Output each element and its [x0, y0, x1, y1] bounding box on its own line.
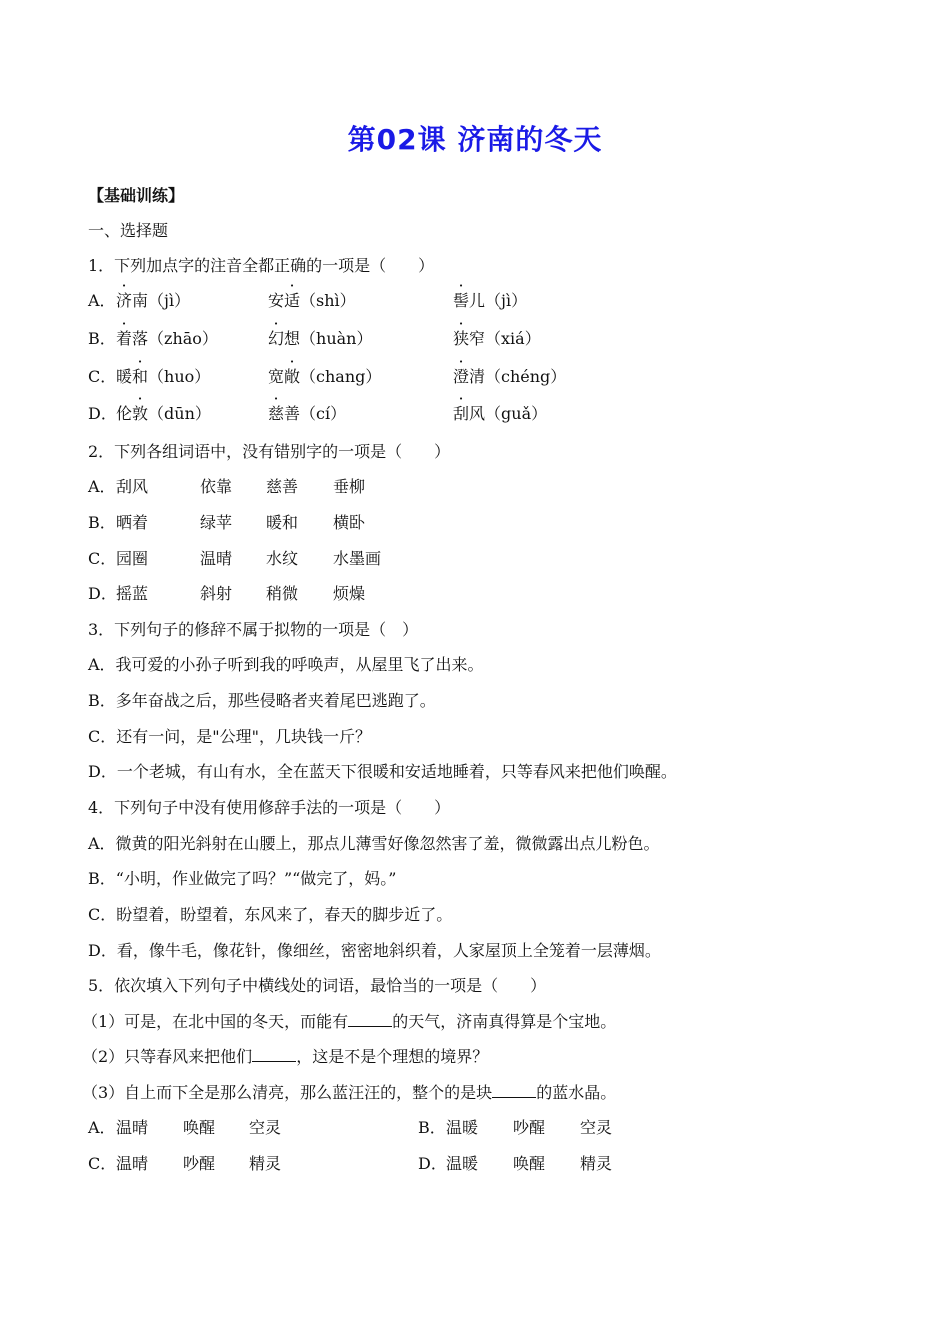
item-suffix: 儿（jì） — [469, 291, 528, 310]
option-word: 温晴 — [116, 1118, 149, 1137]
pinyin-item — [453, 291, 527, 311]
dotted-char: 敦 — [132, 404, 149, 423]
sentence-1-start: （1）可是，在北中国的冬天，而能有 — [82, 1012, 349, 1031]
sentence-2-start: （2）只等春风来把他们 — [82, 1047, 253, 1066]
option-word: 水纹 — [266, 549, 299, 568]
item-suffix: （huo） — [148, 367, 211, 386]
dotted-char: 刮 — [453, 404, 470, 423]
option-word: 园圈 — [116, 549, 149, 568]
option-label: A． — [88, 477, 116, 496]
option-label: D． — [88, 404, 117, 423]
item-suffix: （shì） — [300, 291, 356, 310]
fill-blank — [492, 1083, 536, 1098]
question-4-stem: 4．下列句子中没有使用修辞手法的一项是（ ） — [88, 798, 451, 817]
option-word: 吵醒 — [183, 1154, 216, 1173]
sentence-2-end: ，这是不是个理想的境界？ — [296, 1047, 489, 1066]
option-label: A． — [88, 1118, 116, 1137]
dotted-char: 髻 — [453, 291, 470, 310]
item-prefix: 伦 — [116, 404, 133, 423]
question-5-sentence-2 — [82, 1047, 488, 1067]
question-3-option-d: D．一个老城，有山有水，全在蓝天下很暖和安适地睡着，只等春风来把他们唤醒。 — [88, 762, 677, 781]
pinyin-item — [453, 329, 541, 349]
option-word: 绿苹 — [200, 513, 233, 532]
pinyin-item — [268, 291, 356, 311]
question-3-stem: 3．下列句子的修辞不属于拟物的一项是（ ） — [88, 620, 419, 639]
pinyin-item — [268, 329, 372, 349]
item-suffix: （chang） — [300, 367, 382, 386]
option-word: 稍微 — [266, 584, 299, 603]
option-label: C． — [88, 1154, 117, 1173]
option-label: D． — [88, 584, 117, 603]
question-4-option-a: A．微黄的阳光斜射在山腰上，那点儿薄雪好像忽然害了羞，微微露出点儿粉色。 — [88, 834, 660, 853]
section-heading: 【基础训练】 — [88, 186, 185, 205]
option-word: 唤醒 — [183, 1118, 216, 1137]
item-prefix: 宽 — [268, 367, 285, 386]
option-label: B． — [88, 329, 116, 348]
item-suffix: 想（huàn） — [284, 329, 373, 348]
pinyin-item — [116, 367, 210, 387]
item-prefix: 暖 — [116, 367, 133, 386]
fill-blank — [252, 1047, 296, 1062]
pinyin-item — [116, 329, 218, 349]
option-word: 垂柳 — [333, 477, 366, 496]
option-word: 烦燥 — [333, 584, 366, 603]
question-4-option-b: B．“小明，作业做完了吗？”“做完了，妈。” — [88, 869, 397, 888]
sentence-3-start: （3）自上而下全是那么清亮，那么蓝汪汪的，整个的是块 — [82, 1083, 493, 1102]
pinyin-item — [116, 404, 211, 424]
option-word: 温晴 — [200, 549, 233, 568]
option-word: 晒着 — [116, 513, 149, 532]
option-label: C． — [88, 549, 117, 568]
sentence-1-end: 的天气，济南真得算是个宝地。 — [392, 1012, 617, 1031]
item-suffix: （dūn） — [148, 404, 211, 423]
option-word: 精灵 — [249, 1154, 282, 1173]
sentence-3-end: 的蓝水晶。 — [536, 1083, 617, 1102]
pinyin-item — [268, 404, 346, 424]
dotted-char: 敞 — [284, 367, 301, 386]
option-word: 水墨画 — [333, 549, 382, 568]
option-label: D． — [418, 1154, 447, 1173]
option-word: 横卧 — [333, 513, 366, 532]
item-suffix: 南（jì） — [132, 291, 191, 310]
option-word: 温暖 — [446, 1118, 479, 1137]
dotted-char: 澄 — [453, 367, 470, 386]
option-word: 温暖 — [446, 1154, 479, 1173]
option-word: 空灵 — [580, 1118, 613, 1137]
option-label: A． — [88, 291, 116, 310]
item-suffix: 善（cí） — [284, 404, 347, 423]
option-word: 慈善 — [266, 477, 299, 496]
question-4-option-c: C．盼望着，盼望着，东风来了，春天的脚步近了。 — [88, 905, 453, 924]
fill-blank — [348, 1012, 392, 1027]
option-word: 摇蓝 — [116, 584, 149, 603]
option-word: 温晴 — [116, 1154, 149, 1173]
dotted-char: 着 — [116, 329, 133, 348]
option-label: B． — [418, 1118, 446, 1137]
option-word: 精灵 — [580, 1154, 613, 1173]
item-prefix: 安 — [268, 291, 285, 310]
question-3-option-c: C．还有一问，是"公理"，几块钱一斤？ — [88, 727, 371, 746]
pinyin-item — [116, 291, 190, 311]
pinyin-item — [453, 404, 547, 424]
part-heading: 一、选择题 — [88, 221, 169, 240]
dotted-char: 和 — [132, 367, 149, 386]
item-suffix: 窄（xiá） — [469, 329, 541, 348]
dotted-char: 济 — [116, 291, 133, 310]
option-word: 唤醒 — [513, 1154, 546, 1173]
item-suffix: 风（guǎ） — [469, 404, 548, 423]
question-5-stem: 5．依次填入下列句子中横线处的词语，最恰当的一项是（ ） — [88, 976, 547, 995]
pinyin-item — [453, 367, 566, 387]
pinyin-item — [268, 367, 381, 387]
option-word: 刮风 — [116, 477, 149, 496]
dotted-char: 适 — [284, 291, 301, 310]
option-label: B． — [88, 513, 116, 532]
dotted-char: 狭 — [453, 329, 470, 348]
item-suffix: 落（zhāo） — [132, 329, 218, 348]
question-1-stem: 1．下列加点字的注音全都正确的一项是（ ） — [88, 256, 435, 275]
option-word: 吵醒 — [513, 1118, 546, 1137]
dotted-char: 慈 — [268, 404, 285, 423]
page-title: 第02课 济南的冬天 — [347, 123, 603, 156]
question-3-option-b: B．多年奋战之后，那些侵略者夹着尾巴逃跑了。 — [88, 691, 436, 710]
question-5-sentence-1 — [82, 1012, 616, 1032]
option-label: C． — [88, 367, 117, 386]
question-2-stem: 2．下列各组词语中，没有错别字的一项是（ ） — [88, 442, 451, 461]
option-word: 斜射 — [200, 584, 233, 603]
option-word: 暖和 — [266, 513, 299, 532]
question-3-option-a: A．我可爱的小孙子听到我的呼唤声，从屋里飞了出来。 — [88, 655, 484, 674]
option-word: 依靠 — [200, 477, 233, 496]
question-4-option-d: D．看，像牛毛，像花针，像细丝，密密地斜织着，人家屋顶上全笼着一层薄烟。 — [88, 941, 661, 960]
dotted-char: 幻 — [268, 329, 285, 348]
option-word: 空灵 — [249, 1118, 282, 1137]
question-5-sentence-3 — [82, 1083, 616, 1103]
item-suffix: 清（chéng） — [469, 367, 567, 386]
